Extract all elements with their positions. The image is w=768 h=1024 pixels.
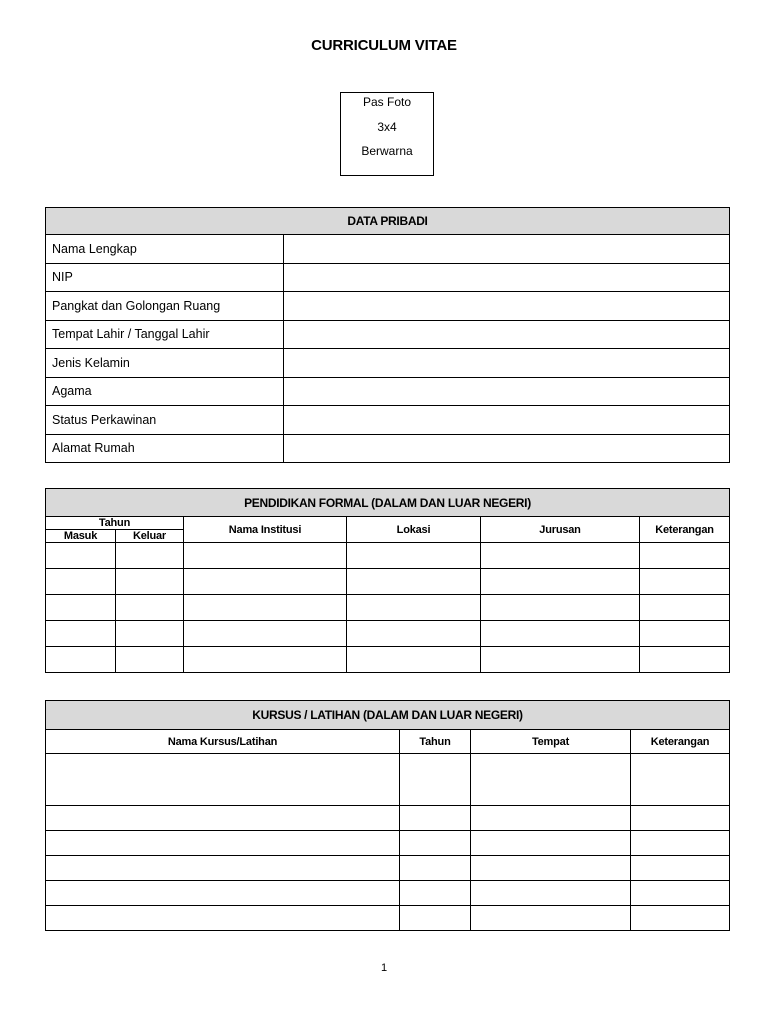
table-cell[interactable]: [46, 621, 116, 647]
table-cell[interactable]: [184, 543, 347, 569]
table-cell[interactable]: [116, 647, 184, 673]
table-cell[interactable]: [46, 906, 400, 931]
table-cell[interactable]: [631, 856, 730, 881]
field-label: NIP: [46, 263, 284, 292]
col-tahun-kursus: Tahun: [400, 730, 471, 754]
photo-line-2: 3x4: [377, 120, 397, 134]
pendidikan-heading: PENDIDIKAN FORMAL (DALAM DAN LUAR NEGERI): [46, 489, 730, 517]
kursus-rows: [46, 754, 730, 931]
col-jurusan: Jurusan: [481, 517, 640, 543]
col-nama-institusi: Nama Institusi: [184, 517, 347, 543]
table-cell[interactable]: [184, 569, 347, 595]
col-masuk: Masuk: [46, 530, 116, 543]
col-lokasi: Lokasi: [347, 517, 481, 543]
data-pribadi-rows: [46, 235, 730, 463]
table-row: [46, 806, 730, 831]
kursus-heading: KURSUS / LATIHAN (DALAM DAN LUAR NEGERI): [46, 701, 730, 730]
field-label: Agama: [46, 377, 284, 406]
table-cell[interactable]: [481, 569, 640, 595]
data-pribadi-row: [46, 406, 730, 435]
table-cell[interactable]: [481, 621, 640, 647]
table-row: [46, 906, 730, 931]
table-cell[interactable]: [46, 569, 116, 595]
table-cell[interactable]: [631, 831, 730, 856]
pendidikan-rows: [46, 543, 730, 673]
table-cell[interactable]: [481, 543, 640, 569]
table-cell[interactable]: [347, 569, 481, 595]
field-label: Tempat Lahir / Tanggal Lahir: [46, 320, 284, 349]
col-keterangan-kursus: Keterangan: [631, 730, 730, 754]
table-cell[interactable]: [400, 906, 471, 931]
photo-placeholder-box: [340, 92, 434, 176]
col-keterangan: Keterangan: [640, 517, 730, 543]
table-row: [46, 595, 730, 621]
table-row: [46, 754, 730, 806]
table-cell[interactable]: [46, 647, 116, 673]
field-value[interactable]: [284, 235, 730, 264]
data-pribadi-row: [46, 349, 730, 378]
field-label: Alamat Rumah: [46, 434, 284, 463]
table-cell[interactable]: [116, 543, 184, 569]
table-row: [46, 881, 730, 906]
table-cell[interactable]: [347, 543, 481, 569]
field-value[interactable]: [284, 320, 730, 349]
table-row: [46, 621, 730, 647]
data-pribadi-row: [46, 320, 730, 349]
table-cell[interactable]: [481, 647, 640, 673]
table-cell[interactable]: [471, 806, 631, 831]
table-cell[interactable]: [631, 881, 730, 906]
table-cell[interactable]: [640, 647, 730, 673]
table-cell[interactable]: [631, 754, 730, 806]
table-cell[interactable]: [471, 856, 631, 881]
field-value[interactable]: [284, 292, 730, 321]
table-row: [46, 856, 730, 881]
data-pribadi-row: [46, 377, 730, 406]
field-value[interactable]: [284, 434, 730, 463]
table-cell[interactable]: [640, 595, 730, 621]
table-cell[interactable]: [116, 569, 184, 595]
table-cell[interactable]: [46, 856, 400, 881]
table-row: [46, 543, 730, 569]
pendidikan-table: [45, 488, 730, 673]
col-nama-kursus: Nama Kursus/Latihan: [46, 730, 400, 754]
field-value[interactable]: [284, 263, 730, 292]
data-pribadi-heading: DATA PRIBADI: [46, 208, 730, 235]
table-cell[interactable]: [631, 806, 730, 831]
table-cell[interactable]: [400, 831, 471, 856]
table-cell[interactable]: [46, 754, 400, 806]
table-cell[interactable]: [640, 569, 730, 595]
col-tahun: Tahun: [46, 517, 184, 530]
field-value[interactable]: [284, 377, 730, 406]
table-cell[interactable]: [631, 906, 730, 931]
col-keluar: Keluar: [116, 530, 184, 543]
field-label: Nama Lengkap: [46, 235, 284, 264]
photo-line-3: Berwarna: [361, 144, 413, 158]
field-label: Jenis Kelamin: [46, 349, 284, 378]
table-cell[interactable]: [46, 806, 400, 831]
table-cell[interactable]: [46, 831, 400, 856]
field-label: Pangkat dan Golongan Ruang: [46, 292, 284, 321]
table-row: [46, 647, 730, 673]
data-pribadi-table: [45, 207, 730, 463]
table-cell[interactable]: [347, 621, 481, 647]
data-pribadi-row: [46, 235, 730, 264]
col-tempat: Tempat: [471, 730, 631, 754]
table-row: [46, 831, 730, 856]
table-cell[interactable]: [347, 647, 481, 673]
table-cell[interactable]: [46, 595, 116, 621]
table-cell[interactable]: [184, 621, 347, 647]
data-pribadi-row: [46, 434, 730, 463]
page-number: 1: [380, 962, 388, 974]
table-cell[interactable]: [471, 906, 631, 931]
table-cell[interactable]: [116, 595, 184, 621]
table-cell[interactable]: [400, 856, 471, 881]
table-cell[interactable]: [400, 881, 471, 906]
table-cell[interactable]: [400, 806, 471, 831]
table-cell[interactable]: [116, 621, 184, 647]
field-value[interactable]: [284, 406, 730, 435]
table-cell[interactable]: [640, 543, 730, 569]
table-cell[interactable]: [471, 831, 631, 856]
table-cell[interactable]: [46, 881, 400, 906]
table-cell[interactable]: [184, 647, 347, 673]
table-cell[interactable]: [184, 595, 347, 621]
table-cell[interactable]: [471, 754, 631, 806]
photo-line-1: Pas Foto: [362, 95, 412, 109]
table-cell[interactable]: [471, 881, 631, 906]
table-row: [46, 569, 730, 595]
table-cell[interactable]: [46, 543, 116, 569]
field-label: Status Perkawinan: [46, 406, 284, 435]
table-cell[interactable]: [347, 595, 481, 621]
data-pribadi-row: [46, 292, 730, 321]
field-value[interactable]: [284, 349, 730, 378]
kursus-table: [45, 700, 730, 931]
table-cell[interactable]: [640, 621, 730, 647]
table-cell[interactable]: [481, 595, 640, 621]
document-title: CURRICULUM VITAE: [311, 37, 457, 54]
table-cell[interactable]: [400, 754, 471, 806]
data-pribadi-row: [46, 263, 730, 292]
